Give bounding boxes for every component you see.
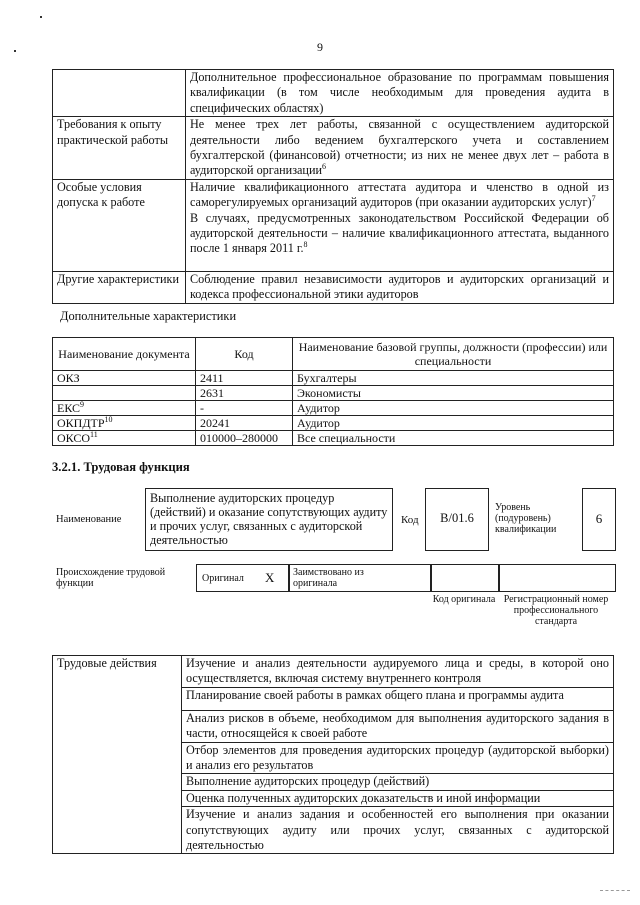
doc-cell: ЕКС$^9$ bbox=[53, 401, 196, 416]
code-original-cell bbox=[430, 564, 500, 592]
footnote-ref: 11 bbox=[90, 430, 98, 439]
original-cell bbox=[196, 564, 290, 592]
labor-action: Оценка полученных аудиторских доказательств и иной информации bbox=[182, 790, 614, 806]
section-title: 3.2.1. Трудовая функция bbox=[52, 460, 190, 474]
bottom-divider bbox=[600, 890, 630, 891]
labor-action: Изучение и анализ задания и особенностей его выполнения при оказании сопутствующих аудиту или прочих услуг, связанных с аудиторской деятельностью bbox=[182, 807, 614, 854]
row-text: Дополнительное профессиональное образование по программам повышения квалификации (в том числе необходимым для проведения аудита в специфических областях) bbox=[186, 70, 614, 117]
row-label: Другие характеристики bbox=[53, 271, 186, 303]
doc-cell: ОКСО$^{11}$ bbox=[53, 431, 196, 446]
row-text: Наличие квалификационного аттестата аудитора и членство в одной из саморегулируемых организаций аудиторов (при оказании аудиторских услуг)$^7$ В случаях, предусмотренных законодательством Российской Федерации об аудиторской деятельности – наличие квалификационного аттестата, выданного после 1 января 2011 г.$^8$ bbox=[186, 179, 614, 271]
table-row bbox=[53, 117, 614, 180]
doc-cell: ОКПДТР$^{10}$ bbox=[53, 416, 196, 431]
footnote-ref: 8 bbox=[303, 240, 308, 250]
table-row bbox=[53, 401, 614, 416]
code-label: Код bbox=[401, 514, 419, 526]
original-mark: X bbox=[265, 570, 275, 585]
row-label bbox=[53, 70, 186, 117]
row-label: Особые условия допуска к работе bbox=[53, 179, 186, 271]
code-cell: 20241 bbox=[196, 416, 293, 431]
row-text: Соблюдение правил независимости аудиторов и аудиторских организаций и кодекса профессиональной этики аудиторов bbox=[186, 271, 614, 303]
table-header-row bbox=[53, 338, 614, 371]
borrowed-label: Заимствовано из оригинала bbox=[293, 567, 364, 589]
additional-table bbox=[52, 337, 614, 446]
code-original-caption: Код оригинала bbox=[432, 594, 496, 605]
reg-number-cell bbox=[498, 564, 616, 592]
name-cell: Бухгалтеры bbox=[293, 371, 614, 386]
code-cell: 010000–280000 bbox=[196, 431, 293, 446]
table-row bbox=[53, 70, 614, 117]
header-doc: Наименование документа bbox=[53, 338, 196, 371]
page-number: 9 bbox=[317, 40, 323, 54]
row-label: Требования к опыту практической работы bbox=[53, 117, 186, 180]
name-cell: Аудитор bbox=[293, 401, 614, 416]
borrowed-cell bbox=[288, 564, 432, 592]
table-row bbox=[53, 431, 614, 446]
function-name-label: Наименование bbox=[56, 514, 122, 525]
table-row bbox=[53, 371, 614, 386]
code-value: B/01.6 bbox=[440, 511, 474, 525]
footnote-ref: 10 bbox=[104, 415, 113, 424]
scan-mark bbox=[40, 16, 42, 18]
footnote-ref: 9 bbox=[80, 400, 85, 409]
additional-title: Дополнительные характеристики bbox=[60, 309, 237, 323]
reg-number-caption: Регистрационный номер профессионального стандарта bbox=[503, 594, 609, 627]
labor-action: Анализ рисков в объеме, необходимом для выполнения аудиторского задания в части, относящейся к своей работе bbox=[182, 710, 614, 742]
name-cell: Экономисты bbox=[293, 386, 614, 401]
code-box bbox=[425, 488, 489, 551]
labor-action: Изучение и анализ деятельности аудируемого лица и среды, в которой оно осуществляется, включая систему внутреннего контроля bbox=[182, 656, 614, 688]
doc-cell: ОКЗ bbox=[53, 371, 196, 386]
labor-action: Выполнение аудиторских процедур (действий) bbox=[182, 774, 614, 790]
header-code: Код bbox=[196, 338, 293, 371]
doc-cell bbox=[53, 386, 196, 401]
requirements-table bbox=[52, 69, 614, 304]
table-row bbox=[53, 386, 614, 401]
footnote-ref: 6 bbox=[322, 162, 326, 172]
labor-actions-table bbox=[52, 655, 614, 854]
level-box bbox=[582, 488, 616, 551]
level-label: Уровень (подуровень) квалификации bbox=[495, 502, 557, 535]
original-label: Оригинал bbox=[202, 573, 244, 584]
function-name-value: Выполнение аудиторских процедур (действий) и оказание сопутствующих аудиту и прочих услуг, связанных с аудиторской деятельностью bbox=[150, 491, 388, 547]
labor-actions-label: Трудовые действия bbox=[53, 656, 182, 854]
name-cell: Все специальности bbox=[293, 431, 614, 446]
labor-action: Отбор элементов для проведения аудиторских процедур (аудиторской выборки) и анализ его результатов bbox=[182, 742, 614, 774]
header-name: Наименование базовой группы, должности (профессии) или специальности bbox=[293, 338, 614, 371]
table-row bbox=[53, 656, 614, 688]
table-row bbox=[53, 271, 614, 303]
origin-label: Происхождение трудовой функции bbox=[56, 567, 166, 589]
code-cell: 2631 bbox=[196, 386, 293, 401]
level-value: 6 bbox=[595, 511, 603, 526]
function-name-box bbox=[145, 488, 393, 551]
labor-action: Планирование своей работы в рамках общего плана и программы аудита bbox=[182, 687, 614, 710]
footnote-ref: 7 bbox=[591, 194, 596, 204]
code-cell: 2411 bbox=[196, 371, 293, 386]
row-text: Не менее трех лет работы, связанной с осуществлением аудиторской деятельности либо ведением бухгалтерского учета и составлением бухгалтерской (финансовой) отчетности; из них не менее двух лет – работа в аудиторской организации$^6$ bbox=[186, 117, 614, 180]
table-row bbox=[53, 179, 614, 271]
name-cell: Аудитор bbox=[293, 416, 614, 431]
code-cell: - bbox=[196, 401, 293, 416]
table-row bbox=[53, 416, 614, 431]
